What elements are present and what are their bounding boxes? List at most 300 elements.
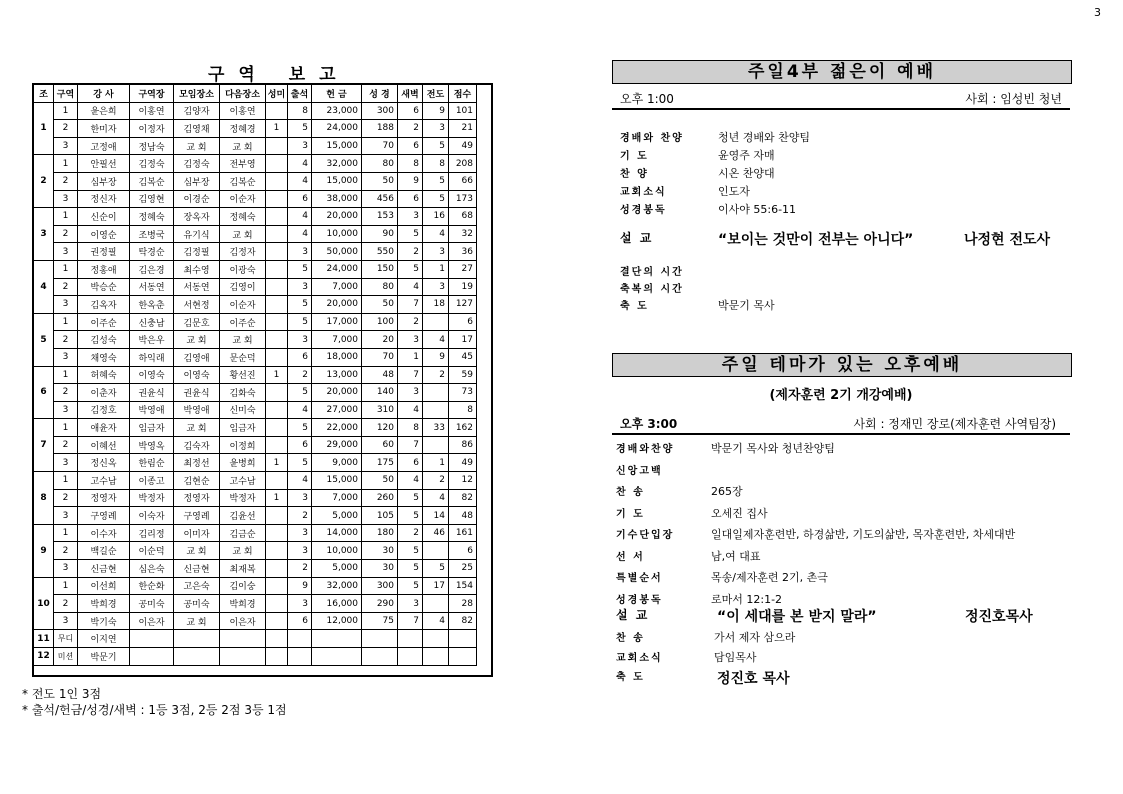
table-cell: 66 <box>449 172 477 190</box>
table-cell <box>423 648 449 666</box>
table-cell: 5 <box>288 313 312 331</box>
table-row <box>34 155 477 173</box>
district-number: 3 <box>34 208 54 261</box>
table-cell <box>266 612 288 630</box>
table-cell <box>449 648 477 666</box>
table-cell: 50 <box>362 472 398 490</box>
table-cell: 이수자 <box>78 524 130 542</box>
table-cell: 12,000 <box>312 612 362 630</box>
table-cell <box>174 648 220 666</box>
table-cell: 신금현 <box>174 560 220 578</box>
table-cell: 2 <box>54 225 78 243</box>
table-cell: 최재복 <box>220 560 266 578</box>
table-cell: 2 <box>54 278 78 296</box>
district-number: 8 <box>34 472 54 525</box>
program-label: 선 서 <box>616 551 645 563</box>
table-cell: 전부영 <box>220 155 266 173</box>
table-cell: 이은자 <box>130 612 174 630</box>
table-cell <box>266 208 288 226</box>
table-cell: 1 <box>54 313 78 331</box>
table-cell: 3 <box>54 137 78 155</box>
table-cell: 이주순 <box>78 313 130 331</box>
table-cell <box>398 648 423 666</box>
table-cell: 박희경 <box>78 595 130 613</box>
table-row <box>34 419 477 437</box>
table-cell <box>266 225 288 243</box>
table-cell <box>266 648 288 666</box>
table-cell: 권정필 <box>78 243 130 261</box>
table-row <box>34 384 477 402</box>
table-cell: 2 <box>54 120 78 138</box>
benediction-label: 축 도 <box>616 672 645 683</box>
table-cell <box>312 630 362 648</box>
table-cell: 정혜경 <box>220 120 266 138</box>
table-cell: 교 회 <box>220 225 266 243</box>
table-cell: 5 <box>398 489 423 507</box>
table-cell: 9 <box>398 172 423 190</box>
table-cell: 3 <box>54 612 78 630</box>
table-cell: 이선희 <box>78 577 130 595</box>
program-label: 신앙고백 <box>616 465 663 477</box>
report-col-header: 구역 <box>54 85 78 103</box>
table-cell: 161 <box>449 524 477 542</box>
table-cell <box>130 630 174 648</box>
table-cell: 127 <box>449 296 477 314</box>
table-cell: 75 <box>362 612 398 630</box>
table-cell: 교 회 <box>174 419 220 437</box>
table-cell: 8 <box>288 102 312 120</box>
table-cell: 70 <box>362 137 398 155</box>
table-cell: 49 <box>449 454 477 472</box>
table-cell: 59 <box>449 366 477 384</box>
table-cell: 구영례 <box>78 507 130 525</box>
table-cell <box>423 630 449 648</box>
table-cell: 이홍연 <box>130 102 174 120</box>
table-row <box>34 630 477 648</box>
report-title: 구역 보고 <box>208 65 350 85</box>
table-cell: 16,000 <box>312 595 362 613</box>
table-cell: 28 <box>449 595 477 613</box>
table-cell: 1 <box>398 348 423 366</box>
table-cell: 32,000 <box>312 155 362 173</box>
table-cell: 46 <box>423 524 449 542</box>
sermon-title: “보이는 것만이 전부는 아니다” <box>718 232 914 248</box>
table-cell: 정혜숙 <box>220 208 266 226</box>
report-col-header: 성 경 <box>362 85 398 103</box>
table-cell: 105 <box>362 507 398 525</box>
program-label: 결단의 시간 <box>620 267 684 278</box>
table-cell: 김복순 <box>130 172 174 190</box>
service1-time: 오후 1:00 <box>620 92 674 106</box>
table-cell: 김복순 <box>220 172 266 190</box>
table-cell: 고은숙 <box>174 577 220 595</box>
table-cell: 3 <box>54 454 78 472</box>
table-cell: 17,000 <box>312 313 362 331</box>
table-cell: 32,000 <box>312 577 362 595</box>
table-cell: 정영자 <box>174 489 220 507</box>
sermon2-title: “이 세대를 본 받지 말라” <box>717 609 877 625</box>
program-value: 담임목사 <box>714 651 757 664</box>
table-cell: 5,000 <box>312 560 362 578</box>
table-cell: 290 <box>362 595 398 613</box>
table-cell: 4 <box>423 489 449 507</box>
table-cell: 한미자 <box>78 120 130 138</box>
district-number: 5 <box>34 313 54 366</box>
table-cell: 정신자 <box>78 190 130 208</box>
service2-title: 주일 테마가 있는 오후예배 <box>612 353 1072 377</box>
report-col-header: 다음장소 <box>220 85 266 103</box>
table-cell: 김영채 <box>174 120 220 138</box>
table-row <box>34 172 477 190</box>
program-value: 청년 경배와 찬양팀 <box>718 131 811 144</box>
table-cell: 27,000 <box>312 401 362 419</box>
table-cell: 박정자 <box>220 489 266 507</box>
table-cell: 8 <box>449 401 477 419</box>
district-number: 2 <box>34 155 54 208</box>
table-cell: 4 <box>288 155 312 173</box>
table-cell: 이영숙 <box>130 366 174 384</box>
table-cell: 9,000 <box>312 454 362 472</box>
table-cell <box>423 384 449 402</box>
table-cell: 미션 <box>54 648 78 666</box>
table-cell: 25 <box>449 560 477 578</box>
district-number: 4 <box>34 260 54 313</box>
table-cell: 1 <box>266 454 288 472</box>
table-cell: 3 <box>423 243 449 261</box>
table-row <box>34 507 477 525</box>
table-cell <box>266 243 288 261</box>
table-cell: 4 <box>398 472 423 490</box>
table-cell <box>266 278 288 296</box>
table-cell: 4 <box>423 612 449 630</box>
table-cell: 윤병희 <box>220 454 266 472</box>
report-col-header: 출석 <box>288 85 312 103</box>
table-cell: 4 <box>288 225 312 243</box>
table-cell: 이춘자 <box>78 384 130 402</box>
report-notes <box>22 686 287 718</box>
program-value: 인도자 <box>718 185 750 198</box>
table-cell: 교 회 <box>174 612 220 630</box>
district-number: 1 <box>34 102 54 155</box>
table-cell: 5 <box>398 577 423 595</box>
table-cell: 6 <box>288 436 312 454</box>
table-cell: 1 <box>54 577 78 595</box>
table-cell: 86 <box>449 436 477 454</box>
table-cell: 서동연 <box>174 278 220 296</box>
table-row <box>34 296 477 314</box>
table-cell: 김성숙 <box>78 331 130 349</box>
table-cell <box>266 507 288 525</box>
table-cell: 3 <box>423 120 449 138</box>
table-cell: 탁경순 <box>130 243 174 261</box>
table-cell: 임금자 <box>130 419 174 437</box>
table-cell <box>266 384 288 402</box>
table-cell: 1 <box>54 419 78 437</box>
table-cell: 18,000 <box>312 348 362 366</box>
table-cell: 안필선 <box>78 155 130 173</box>
table-cell: 심부장 <box>174 172 220 190</box>
table-cell: 3 <box>54 296 78 314</box>
table-cell: 김문호 <box>174 313 220 331</box>
table-cell: 4 <box>398 401 423 419</box>
table-cell: 김숙자 <box>174 436 220 454</box>
table-cell: 이혜선 <box>78 436 130 454</box>
table-cell: 12 <box>449 472 477 490</box>
table-cell <box>423 436 449 454</box>
district-number: 10 <box>34 577 54 630</box>
table-row <box>34 208 477 226</box>
program-label: 찬 송 <box>616 633 645 644</box>
program-value: 박문기 목사 <box>718 299 775 312</box>
table-cell: 정남숙 <box>130 137 174 155</box>
table-cell: 6 <box>288 348 312 366</box>
table-cell: 5,000 <box>312 507 362 525</box>
program-label: 성경봉독 <box>620 205 667 216</box>
table-cell: 3 <box>288 489 312 507</box>
table-cell: 한순화 <box>130 577 174 595</box>
table-cell: 17 <box>423 577 449 595</box>
table-row <box>34 102 477 120</box>
table-cell: 문순덕 <box>220 348 266 366</box>
table-cell: 유기식 <box>174 225 220 243</box>
table-cell: 윤은희 <box>78 102 130 120</box>
table-cell: 4 <box>398 278 423 296</box>
table-cell <box>266 577 288 595</box>
table-cell: 120 <box>362 419 398 437</box>
table-cell: 3 <box>54 190 78 208</box>
report-col-header: 새벽 <box>398 85 423 103</box>
table-cell: 80 <box>362 155 398 173</box>
report-col-header: 헌 금 <box>312 85 362 103</box>
note-evangelism: * 전도 1인 3점 <box>22 687 102 701</box>
table-cell: 교 회 <box>220 137 266 155</box>
table-cell: 2 <box>54 542 78 560</box>
table-cell <box>266 419 288 437</box>
district-number: 6 <box>34 366 54 419</box>
table-cell: 김영이 <box>220 278 266 296</box>
table-cell <box>398 630 423 648</box>
table-cell: 27 <box>449 260 477 278</box>
table-cell: 이주순 <box>220 313 266 331</box>
table-cell <box>266 172 288 190</box>
table-cell: 박기숙 <box>78 612 130 630</box>
table-row <box>34 489 477 507</box>
table-cell: 백길순 <box>78 542 130 560</box>
table-row <box>34 348 477 366</box>
table-cell: 162 <box>449 419 477 437</box>
table-cell: 48 <box>449 507 477 525</box>
table-row <box>34 436 477 454</box>
table-cell: 3 <box>288 137 312 155</box>
service1-title: 주일4부 젊은이 예배 <box>612 60 1072 84</box>
district-number: 12 <box>34 648 54 666</box>
table-cell: 7 <box>398 612 423 630</box>
table-cell: 6 <box>449 313 477 331</box>
table-cell: 6 <box>288 612 312 630</box>
service2-host: 사회 : 정재민 장로(제자훈련 사역팀장) <box>853 417 1056 431</box>
report-col-header: 전도 <box>423 85 449 103</box>
table-cell: 60 <box>362 436 398 454</box>
table-cell: 6 <box>398 454 423 472</box>
table-cell: 공미숙 <box>174 595 220 613</box>
table-cell: 1 <box>54 102 78 120</box>
table-cell: 김금순 <box>220 524 266 542</box>
table-cell: 154 <box>449 577 477 595</box>
table-cell: 21 <box>449 120 477 138</box>
table-cell: 3 <box>398 331 423 349</box>
table-cell: 박영옥 <box>130 436 174 454</box>
table-cell: 2 <box>398 120 423 138</box>
table-cell: 6 <box>449 542 477 560</box>
table-cell: 공미숙 <box>130 595 174 613</box>
table-cell: 1 <box>54 524 78 542</box>
table-cell: 4 <box>288 208 312 226</box>
table-cell: 5 <box>398 225 423 243</box>
program-value: 로마서 12:1-2 <box>711 592 783 606</box>
table-cell <box>423 313 449 331</box>
program-label: 경배와찬양 <box>616 444 675 455</box>
table-cell: 신순이 <box>78 208 130 226</box>
table-cell <box>266 436 288 454</box>
table-cell: 허혜숙 <box>78 366 130 384</box>
table-cell: 고정애 <box>78 137 130 155</box>
table-cell: 70 <box>362 348 398 366</box>
table-cell: 1 <box>266 120 288 138</box>
table-row <box>34 560 477 578</box>
table-cell: 6 <box>398 190 423 208</box>
table-cell <box>266 595 288 613</box>
table-cell: 10,000 <box>312 225 362 243</box>
table-cell: 6 <box>398 137 423 155</box>
program-value: 일대일제자훈련반, 하경삶반, 기도의삶반, 목자훈련반, 차세대반 <box>711 528 1016 541</box>
table-cell: 3 <box>398 208 423 226</box>
service2-subtitle: (제자훈련 2기 개강예배) <box>769 388 913 403</box>
sermon-label: 설 교 <box>620 231 654 245</box>
table-cell: 2 <box>54 384 78 402</box>
table-row <box>34 524 477 542</box>
program-value: 오세진 집사 <box>711 506 768 520</box>
table-cell: 90 <box>362 225 398 243</box>
table-cell: 82 <box>449 612 477 630</box>
report-col-header: 조 <box>34 85 54 103</box>
district-number: 7 <box>34 419 54 472</box>
table-row <box>34 612 477 630</box>
program-value: 목송/제자훈련 2기, 촌극 <box>711 571 828 584</box>
table-cell: 서현정 <box>174 296 220 314</box>
table-cell: 이은자 <box>220 612 266 630</box>
table-cell: 김정숙 <box>174 155 220 173</box>
table-cell: 이경순 <box>174 190 220 208</box>
table-row <box>34 472 477 490</box>
table-cell: 22,000 <box>312 419 362 437</box>
table-cell: 2 <box>288 507 312 525</box>
report-col-header: 성미 <box>266 85 288 103</box>
table-cell: 50 <box>362 296 398 314</box>
table-cell: 9 <box>423 348 449 366</box>
table-cell: 정혜숙 <box>130 208 174 226</box>
table-cell: 1 <box>54 155 78 173</box>
table-cell: 5 <box>398 507 423 525</box>
table-cell: 45 <box>449 348 477 366</box>
program-value: 박문기 목사와 청년찬양팀 <box>711 442 835 455</box>
table-cell: 153 <box>362 208 398 226</box>
table-cell: 20,000 <box>312 208 362 226</box>
table-cell: 신미숙 <box>220 401 266 419</box>
table-cell: 14 <box>423 507 449 525</box>
table-cell: 5 <box>288 454 312 472</box>
table-cell: 3 <box>288 331 312 349</box>
report-col-header: 강 사 <box>78 85 130 103</box>
table-row <box>34 225 477 243</box>
table-cell: 정영자 <box>78 489 130 507</box>
table-cell: 7,000 <box>312 278 362 296</box>
table-cell: 2 <box>398 243 423 261</box>
table-cell: 8 <box>398 419 423 437</box>
table-cell <box>423 542 449 560</box>
table-cell: 100 <box>362 313 398 331</box>
program-label: 기수단입장 <box>616 530 675 541</box>
table-cell: 김윤선 <box>220 507 266 525</box>
program-value: 이사야 55:6-11 <box>718 203 797 216</box>
table-cell: 550 <box>362 243 398 261</box>
table-cell: 101 <box>449 102 477 120</box>
table-cell: 1 <box>54 208 78 226</box>
table-cell: 3 <box>288 542 312 560</box>
table-cell: 신충남 <box>130 313 174 331</box>
table-cell: 38,000 <box>312 190 362 208</box>
table-cell: 33 <box>423 419 449 437</box>
table-cell: 김이숭 <box>220 577 266 595</box>
table-cell: 심은숙 <box>130 560 174 578</box>
table-cell: 32 <box>449 225 477 243</box>
table-cell: 4 <box>288 401 312 419</box>
table-cell <box>266 313 288 331</box>
table-cell: 300 <box>362 577 398 595</box>
table-cell: 14,000 <box>312 524 362 542</box>
table-cell: 3 <box>54 348 78 366</box>
program-label: 특별순서 <box>616 573 663 584</box>
table-cell: 이영숙 <box>174 366 220 384</box>
table-cell: 4 <box>288 472 312 490</box>
table-cell: 이홍연 <box>220 102 266 120</box>
table-cell: 애윤자 <box>78 419 130 437</box>
table-cell <box>362 630 398 648</box>
table-cell: 150 <box>362 260 398 278</box>
table-cell: 80 <box>362 278 398 296</box>
table-cell <box>266 348 288 366</box>
table-cell: 정신옥 <box>78 454 130 472</box>
table-cell: 20 <box>362 331 398 349</box>
table-cell: 이정희 <box>220 436 266 454</box>
table-row <box>34 577 477 595</box>
table-cell: 23,000 <box>312 102 362 120</box>
table-cell: 4 <box>423 331 449 349</box>
table-cell <box>266 560 288 578</box>
table-cell: 8 <box>423 155 449 173</box>
table-row <box>34 260 477 278</box>
table-cell <box>266 137 288 155</box>
table-cell <box>288 630 312 648</box>
table-cell: 3 <box>288 243 312 261</box>
table-cell: 15,000 <box>312 172 362 190</box>
table-cell <box>266 472 288 490</box>
table-cell: 이미자 <box>174 524 220 542</box>
table-cell: 173 <box>449 190 477 208</box>
table-cell: 박문기 <box>78 648 130 666</box>
table-cell <box>266 524 288 542</box>
table-cell: 고수남 <box>220 472 266 490</box>
table-cell: 30 <box>362 542 398 560</box>
